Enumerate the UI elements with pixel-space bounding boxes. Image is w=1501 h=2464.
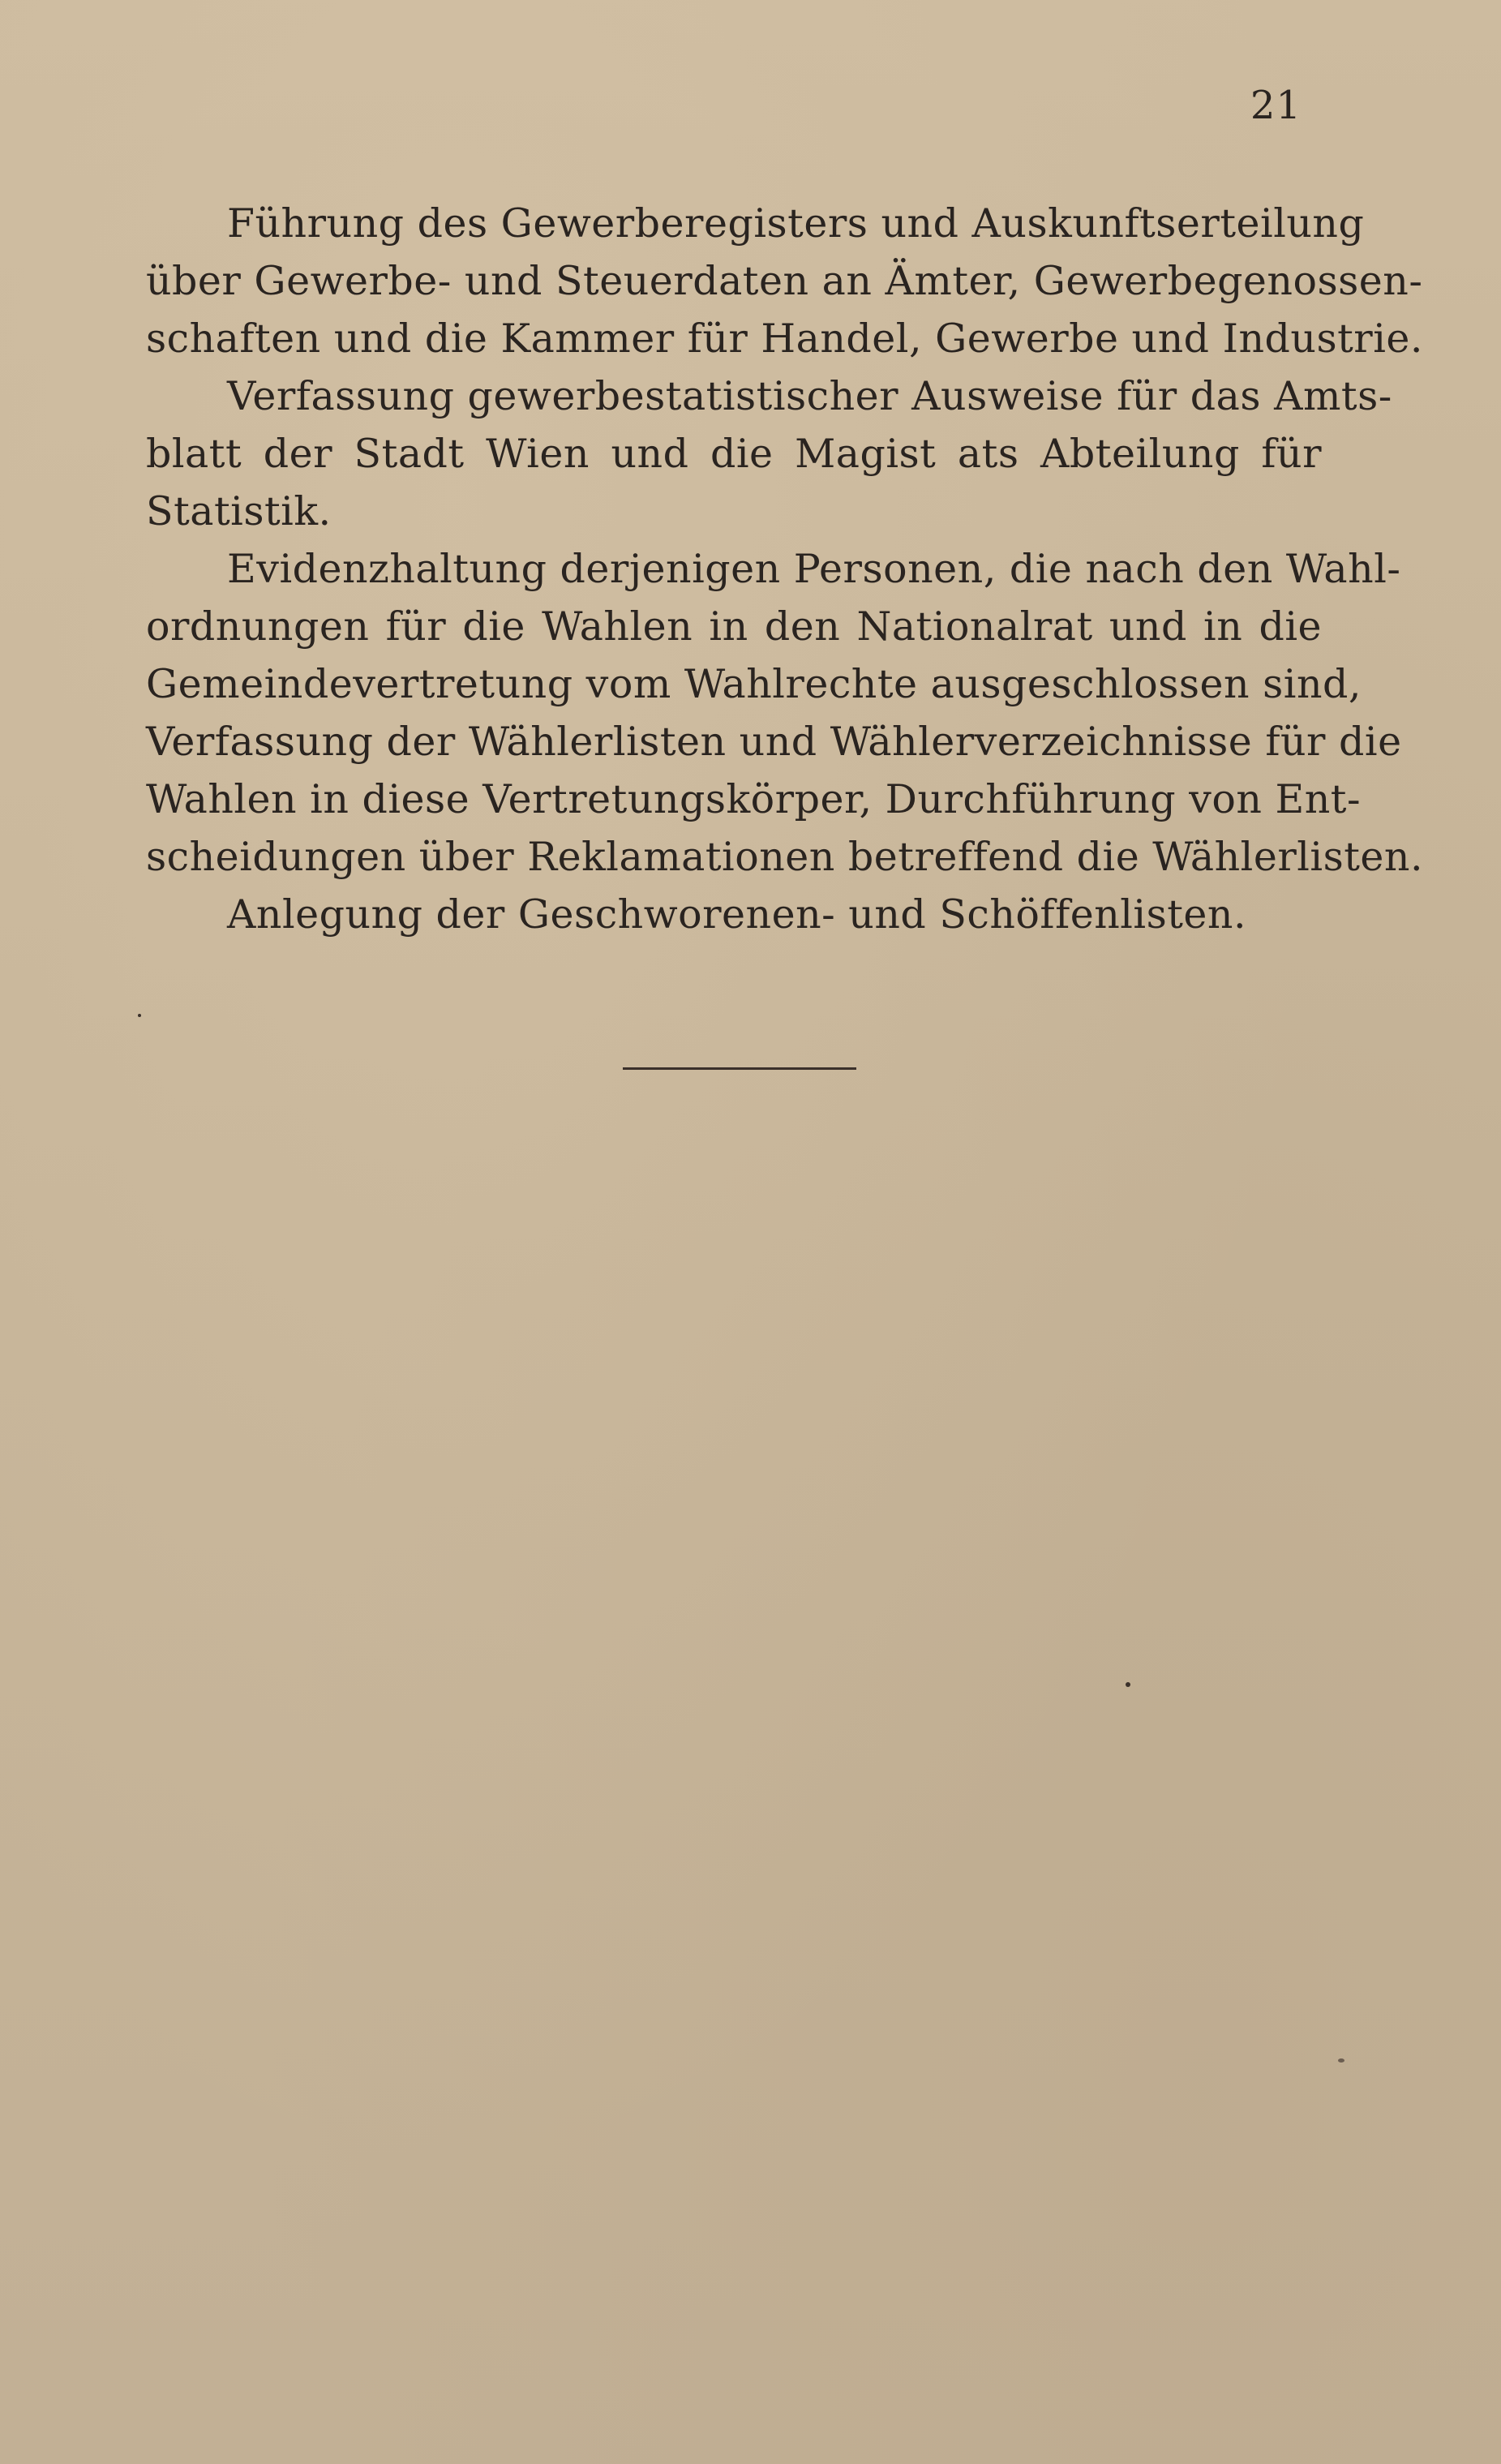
paper-speck	[1126, 1682, 1130, 1687]
section-divider	[623, 1067, 856, 1070]
text-line: Statistik.	[146, 488, 332, 534]
text-line: Wahlen in diese Vertretungskörper, Durchführung von Ent-	[146, 776, 1362, 822]
paragraph-statistik	[146, 367, 1392, 540]
text-line: blatt der Stadt Wien und die Magist ats Abteilung für	[146, 431, 1322, 477]
paragraph-wahllisten	[146, 540, 1424, 886]
paragraph-gewerberegister	[146, 195, 1423, 367]
text-line: Führung des Gewerberegisters und Auskunftserteilung	[227, 200, 1365, 247]
body-text	[146, 195, 1424, 943]
text-line: ordnungen für die Wahlen in den Nationalrat und in die	[146, 603, 1322, 650]
text-line: Gemeindevertretung vom Wahlrechte ausgeschlossen sind,	[146, 661, 1362, 707]
paper-speck	[138, 1014, 141, 1017]
page-number: 21	[1250, 83, 1302, 128]
paragraph-geschworene	[146, 886, 1322, 943]
paper-speck	[1338, 2058, 1344, 2063]
text-line: Evidenzhaltung derjenigen Personen, die nach den Wahl-	[227, 546, 1401, 592]
text-line: scheidungen über Reklamationen betreffend die Wählerlisten.	[146, 834, 1424, 880]
text-line: Verfassung gewerbestatistischer Ausweise für das Amts-	[227, 373, 1392, 419]
text-line: schaften und die Kammer für Handel, Gewerbe und Industrie.	[146, 316, 1423, 362]
text-line: Anlegung der Geschworenen- und Schöffenlisten.	[227, 891, 1247, 938]
text-line: über Gewerbe- und Steuerdaten an Ämter, Gewerbegenossen-	[146, 258, 1423, 304]
text-line: Verfassung der Wählerlisten und Wählerverzeichnisse für die	[146, 719, 1402, 765]
